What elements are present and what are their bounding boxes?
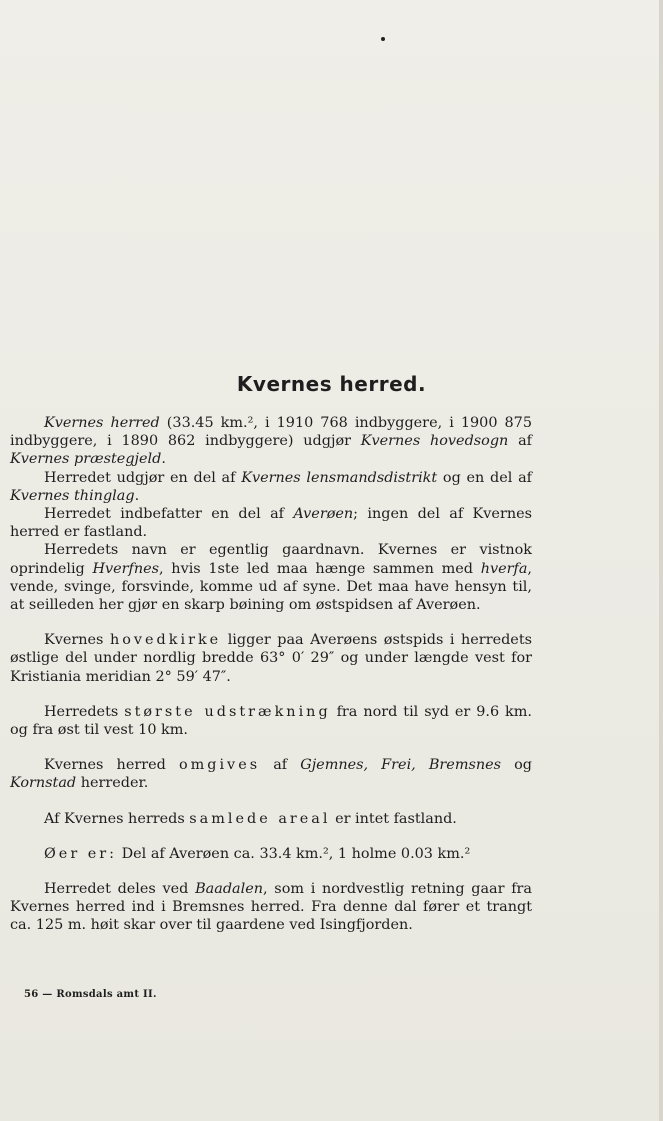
text: ligger paa Averøens østspids i herredets østlige del under nordlig bredde 63° 0′ 29″ og under længde vest for Kristiania meridian 2° 59′ 47″.	[10, 632, 532, 685]
text: Herredet indbefatter en del af	[44, 506, 294, 523]
spaced-term: omgives	[178, 757, 261, 774]
paragraph-valley	[10, 880, 532, 935]
paragraph-admin	[10, 469, 532, 505]
page-footer: 56 — Romsdals amt II.	[24, 989, 157, 1000]
ink-speck	[381, 37, 385, 41]
district-name: Kvernes herred	[44, 415, 160, 431]
article-body	[10, 414, 532, 935]
text: af	[260, 757, 301, 774]
sheriff-district-name: Kvernes lensmandsdistrikt	[241, 469, 438, 486]
old-name: Hverfnes	[92, 560, 160, 577]
text: .	[161, 451, 166, 468]
text: (33.45 km.², i 1910 768 indbyggere, i 1900 875 indbyggere, i 1890 862 indbyggere) udgjør	[10, 415, 532, 450]
page-title: Kvernes herred.	[236, 372, 427, 396]
text: Del af Averøen ca. 33.4 km.², 1 holme 0.03 km.²	[117, 845, 471, 862]
text: , hvis 1ste led maa hænge sammen med	[159, 560, 481, 577]
text: ; ingen del af Kvernes herred er fastland.	[10, 506, 532, 541]
court-district-name: Kvernes thinglag	[10, 487, 135, 504]
paragraph-islands	[10, 845, 532, 863]
text: herreder.	[76, 775, 149, 792]
text: Herredet deles ved	[44, 881, 196, 898]
spaced-term: Øer er:	[44, 845, 118, 862]
valley-name: Baadalen	[195, 881, 264, 898]
text: og en del af	[437, 469, 532, 486]
paragraph-area	[10, 810, 532, 828]
paragraph-church	[10, 631, 532, 686]
paragraph-borders	[10, 756, 532, 792]
spaced-term: samlede areal	[189, 810, 331, 827]
parish-name: Kvernes hovedsogn	[360, 433, 509, 450]
paragraph-intro	[10, 414, 532, 469]
text: og	[501, 757, 533, 774]
paragraph-extent	[10, 703, 532, 739]
text: Kvernes	[44, 632, 110, 649]
text: , vende, svinge, forsvinde, komme ud af syne. Det maa have hensyn til, at seilleden her gjør en skarp bøining om østspidsen af Averøen.	[10, 560, 532, 614]
page-edge	[659, 0, 663, 1121]
neighbor-district: Kornstad	[10, 775, 77, 792]
neighbor-districts: Gjemnes, Frei, Bremsnes	[300, 757, 502, 774]
text: af	[508, 433, 532, 450]
paragraph-territory	[10, 505, 532, 541]
root-word: hverfa	[480, 560, 528, 577]
clergy-district-name: Kvernes præstegjeld	[10, 451, 162, 468]
spaced-term: hovedkirke	[109, 632, 222, 649]
text: fra nord til syd er 9.6 km. og fra øst til vest 10 km.	[10, 703, 532, 739]
text: , som i nordvestlig retning gaar fra Kvernes herred ind i Bremsnes herred. Fra denne dal fører et trangt ca. 125 m. høit skar over til gaardene ved Isingfjorden.	[10, 881, 532, 934]
text: Herredets	[44, 703, 125, 720]
island-name: Averøen	[293, 506, 354, 523]
text: er intet fastland.	[330, 810, 457, 827]
spaced-term: største udstrækning	[124, 703, 331, 720]
paragraph-etymology	[10, 541, 532, 614]
text: Kvernes herred	[44, 757, 179, 774]
text: Herredet udgjør en del af	[44, 469, 242, 486]
text: .	[134, 487, 140, 504]
text: Herredets navn er egentlig gaardnavn. Kvernes er vistnok oprindelig	[10, 542, 532, 577]
text: Af Kvernes herreds	[44, 810, 190, 827]
